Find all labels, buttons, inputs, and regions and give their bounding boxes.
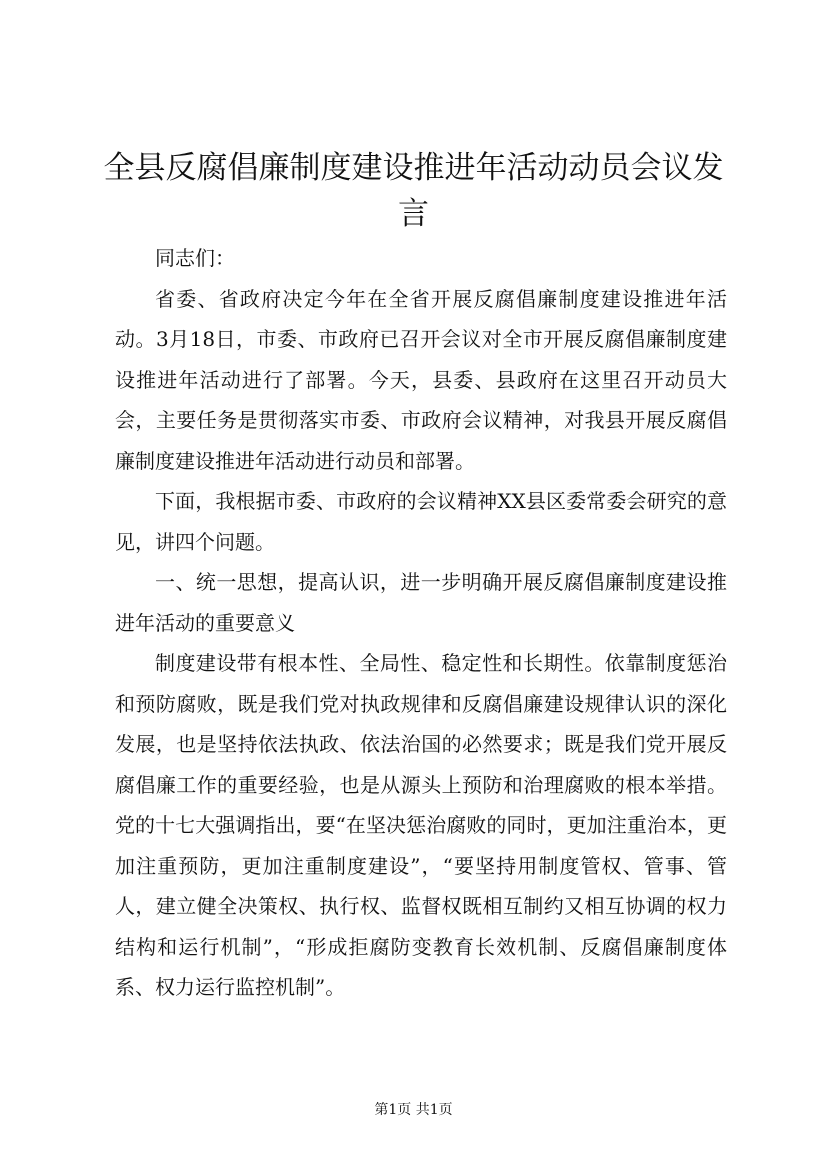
salutation-paragraph: 同志们： xyxy=(155,246,235,270)
document-body xyxy=(115,238,727,1008)
document-title: 全县反腐倡廉制度建设推进年活动动员会议发言 xyxy=(103,150,724,232)
section-heading-1: 一、统一思想，提高认识，进一步明确开展反腐倡廉制度建设推进年活动的重要意义 xyxy=(115,570,727,635)
section-1-paragraph: 制度建设带有根本性、全局性、稳定性和长期性。依靠制度惩治和预防腐败，既是我们党对执政规律和反腐倡廉建设规律认识的深化发展，也是坚持依法执政、依法治国的必然要求；既是我们党开展反腐倡廉工作的重要经验，也是从源头上预防和治理腐败的根本举措。党的十七大强调指出，要“在坚决惩治腐败的同时，更加注重治本，更加注重预防，更加注重制度建设”，“要坚持用制度管权、管事、管人，建立健全决策权、执行权、监督权既相互制约又相互协调的权力结构和运行机制”，“形成拒腐防变教育长效机制、反腐倡廉制度体系、权力运行监控机制”。 xyxy=(115,651,727,999)
intro-paragraph: 省委、省政府决定今年在全省开展反腐倡廉制度建设推进年活动。3月18日，市委、市政府已召开会议对全市开展反腐倡廉制度建设推进年活动进行了部署。今天，县委、县政府在这里召开动员大会，主要任务是贯彻落实市委、市政府会议精神，对我县开展反腐倡廉制度建设推进年活动进行动员和部署。 xyxy=(115,286,727,473)
page-footer: 第1页 共1页 xyxy=(374,1102,453,1118)
outline-paragraph: 下面，我根据市委、市政府的会议精神XX县区委常委会研究的意见，讲四个问题。 xyxy=(115,489,727,554)
